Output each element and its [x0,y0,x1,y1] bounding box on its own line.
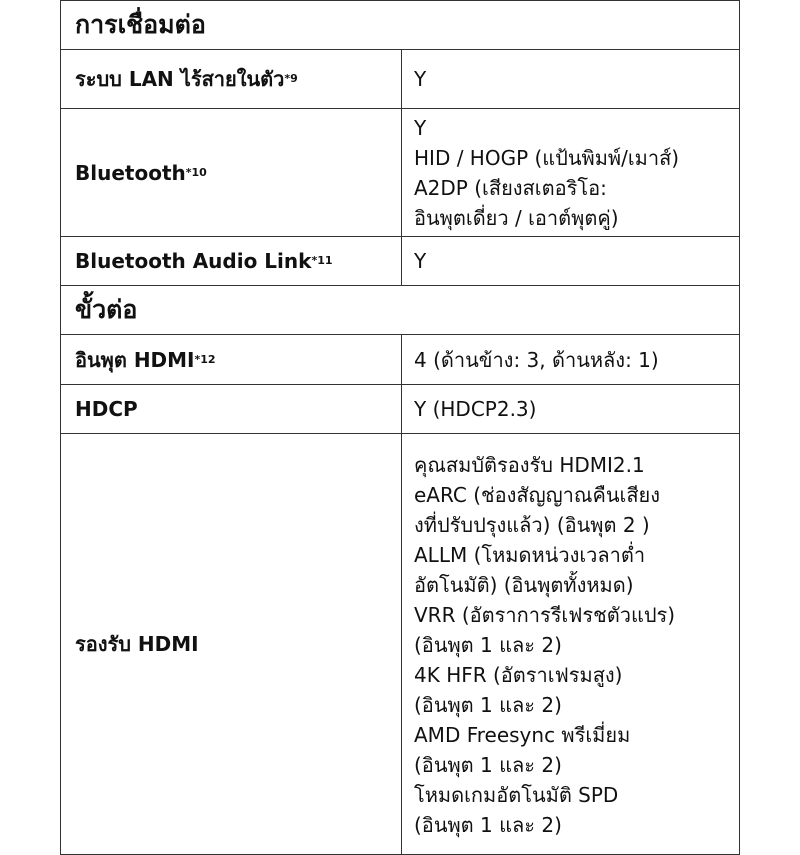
value-line: (อินพุต 1 และ 2) [414,813,562,837]
table-row-wireless-lan [60,50,740,109]
value-line: อินพุตเดี่ยว / เอาต์พุตคู่) [414,205,619,230]
row-label: Bluetooth Audio Link *11 [61,237,402,285]
row-label: Bluetooth *10 [61,109,402,236]
value-line: คุณสมบัติรองรับ HDMI2.1 [414,453,645,477]
value-line: HID / HOGP (แป้นพิมพ์/เมาส์) [414,145,680,170]
value-line: งที่ปรับปรุงแล้ว) (อินพุต 2 ) [414,513,650,537]
row-value [402,335,739,384]
row-label-text: Bluetooth Audio Link [75,249,312,273]
row-label-text: ระบบ LAN ไร้สายในตัว [75,67,285,91]
section-header-terminals: ขั้วต่อ [60,286,740,335]
row-value [402,109,739,236]
table-row-hdcp [60,385,740,434]
table-row-hdmi-input [60,335,740,385]
value-line: (อินพุต 1 และ 2) [414,633,562,657]
row-value [402,385,739,433]
row-label-text: อินพุต HDMI [75,347,195,372]
table-row-bluetooth [60,109,740,237]
row-label-text: รองรับ HDMI [75,632,199,656]
value-line: อัตโนมัติ) (อินพุตทั้งหมด) [414,573,634,597]
value-line: (อินพุต 1 และ 2) [414,753,562,777]
value-line: eARC (ช่องสัญญาณคืนเสียง [414,483,661,507]
value-line: 4K HFR (อัตราเฟรมสูง) [414,663,623,687]
value-line: Y [414,67,427,91]
row-label [61,385,402,433]
table-row-bluetooth-audio-link [60,237,740,286]
row-label-text: HDCP [75,397,138,421]
row-value [402,50,739,108]
value-line: AMD Freesync พรีเมี่ยม [414,723,631,747]
row-label: ระบบ LAN ไร้สายในตัว *9 [61,50,402,108]
spec-table [60,0,740,855]
value-line: (อินพุต 1 และ 2) [414,693,562,717]
section-header-connectivity: การเชื่อมต่อ [60,0,740,50]
row-label [61,434,402,854]
row-value [402,434,739,854]
value-line: Y [414,115,427,140]
row-label-text: Bluetooth [75,160,186,185]
value-line: Y [414,249,427,273]
value-line: 4 (ด้านข้าง: 3, ด้านหลัง: 1) [414,347,659,372]
value-line: A2DP (เสียงสเตอริโอ: [414,175,607,200]
value-line: Y (HDCP2.3) [414,397,537,421]
row-label: อินพุต HDMI *12 [61,335,402,384]
row-value [402,237,739,285]
value-line: โหมดเกมอัตโนมัติ SPD [414,783,619,807]
table-row-hdmi-support [60,434,740,855]
value-line: ALLM (โหมดหน่วงเวลาต่ำ [414,543,646,567]
value-line: VRR (อัตราการรีเฟรชตัวแปร) [414,603,676,627]
